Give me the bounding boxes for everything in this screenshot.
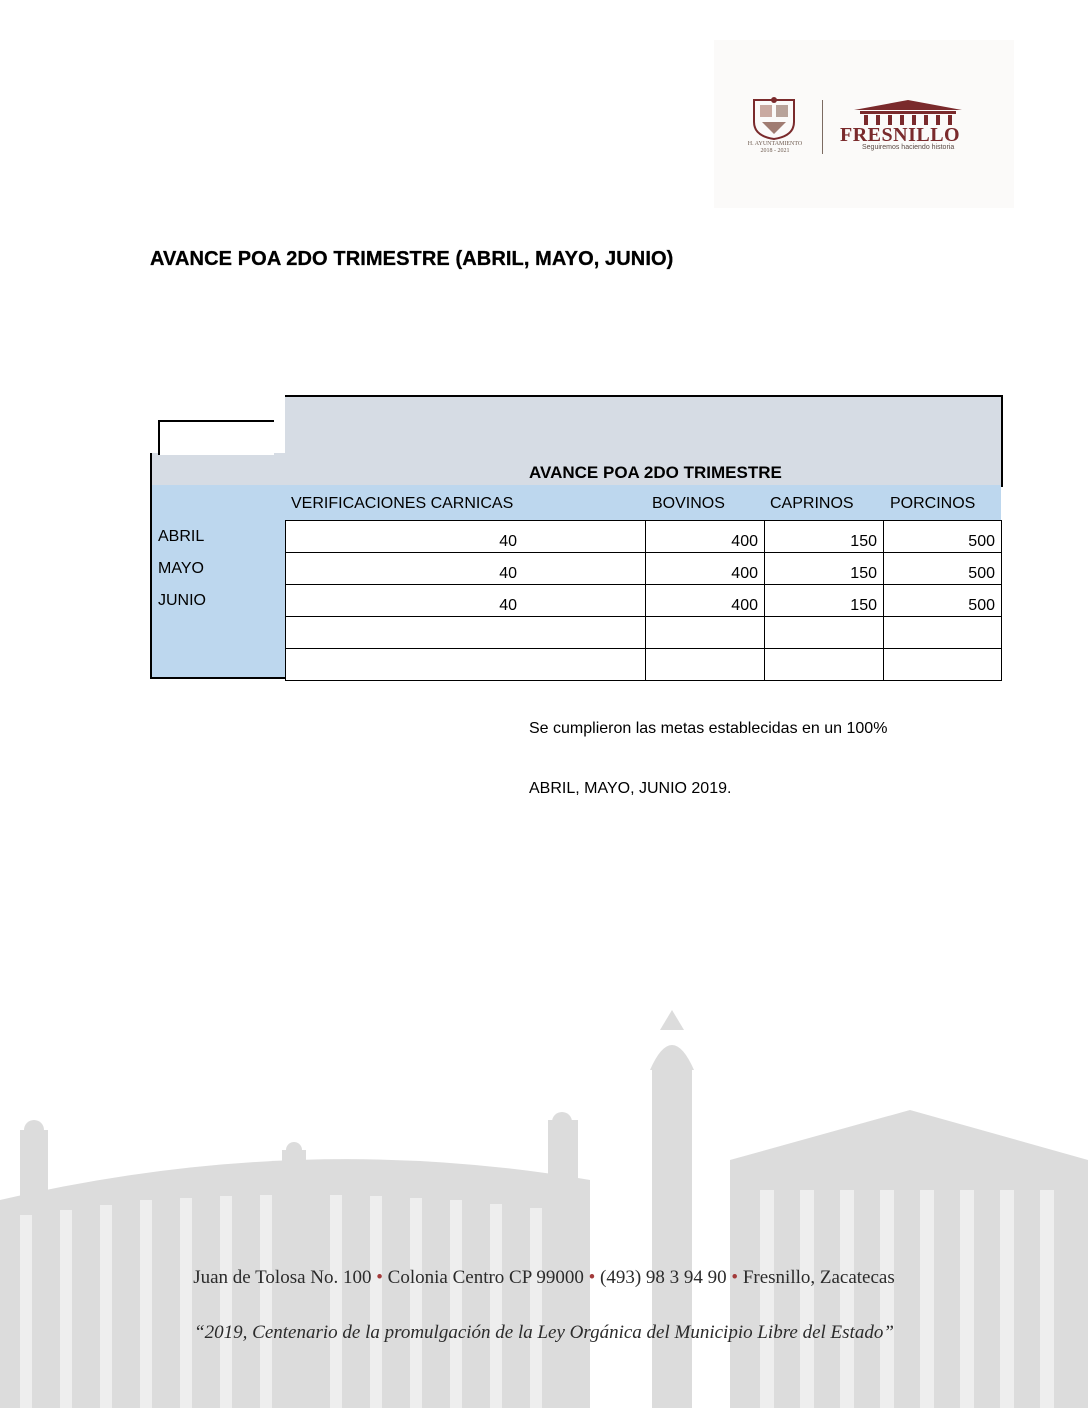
cell-caprinos: 150 <box>765 553 884 585</box>
column-header-verificaciones: VERIFICACIONES CARNICAS <box>291 495 514 512</box>
period-note: ABRIL, MAYO, JUNIO 2019. <box>529 780 732 797</box>
cell-caprinos: 150 <box>765 585 884 617</box>
cell-empty <box>286 617 646 649</box>
address-phone: (493) 98 3 94 90 <box>600 1267 727 1288</box>
footer-address <box>0 1267 1088 1289</box>
separator-dot: • <box>731 1267 739 1288</box>
address-street: Juan de Tolosa No. 100 <box>193 1267 372 1288</box>
table-row <box>286 521 1002 553</box>
logo-tagline: Seguiremos haciendo historia <box>862 144 955 151</box>
cell-empty <box>884 617 1002 649</box>
table-corner-box <box>158 420 274 455</box>
cell-empty <box>646 617 765 649</box>
table-title: AVANCE POA 2DO TRIMESTRE <box>529 463 782 482</box>
table-row <box>286 585 1002 617</box>
table-row-empty <box>286 649 1002 681</box>
page-title: AVANCE POA 2DO TRIMESTRE (ABRIL, MAYO, JUNIO) <box>150 248 674 270</box>
cell-porcinos: 500 <box>884 585 1002 617</box>
separator-dot: • <box>376 1267 383 1288</box>
table-header-band <box>152 485 1001 520</box>
cell-bovinos: 400 <box>646 585 765 617</box>
cell-verificaciones: 40 <box>286 553 646 585</box>
address-colonia: Colonia Centro CP 99000 <box>387 1267 584 1288</box>
cell-empty <box>286 649 646 681</box>
goal-note: Se cumplieron las metas establecidas en un 100% <box>529 720 888 737</box>
table-bottom-border <box>150 677 286 679</box>
cell-bovinos: 400 <box>646 553 765 585</box>
building-logo-icon <box>852 98 964 126</box>
address-city: Fresnillo, Zacatecas <box>742 1267 895 1288</box>
cell-empty <box>765 617 884 649</box>
table-row-empty <box>286 617 1002 649</box>
table-left-border <box>150 453 152 679</box>
cell-empty <box>646 649 765 681</box>
cell-porcinos: 500 <box>884 521 1002 553</box>
footer-quote: “2019, Centenario de la promulgación de la Ley Orgánica del Municipio Libre del Estado” <box>194 1322 894 1343</box>
cell-porcinos: 500 <box>884 553 1002 585</box>
column-header-caprinos: CAPRINOS <box>770 495 854 512</box>
column-header-bovinos: BOVINOS <box>652 495 725 512</box>
seal-caption: H. AYUNTAMIENTO 2018 - 2021 <box>747 141 803 154</box>
cell-bovinos: 400 <box>646 521 765 553</box>
cell-empty <box>884 649 1002 681</box>
column-header-porcinos: PORCINOS <box>890 495 976 512</box>
data-grid <box>285 520 1002 681</box>
row-label-mayo: MAYO <box>158 560 204 577</box>
logo-name: FRESNILLO <box>840 124 961 146</box>
coat-of-arms-icon <box>748 96 800 140</box>
cell-verificaciones: 40 <box>286 521 646 553</box>
cell-empty <box>765 649 884 681</box>
separator-dot: • <box>588 1267 596 1288</box>
cell-caprinos: 150 <box>765 521 884 553</box>
table-corner-band <box>151 453 285 485</box>
row-label-abril: ABRIL <box>158 528 205 545</box>
cell-verificaciones: 40 <box>286 585 646 617</box>
row-label-junio: JUNIO <box>158 592 206 609</box>
logo-divider <box>822 100 823 154</box>
table-row <box>286 553 1002 585</box>
city-skyline-watermark <box>0 1000 1088 1408</box>
